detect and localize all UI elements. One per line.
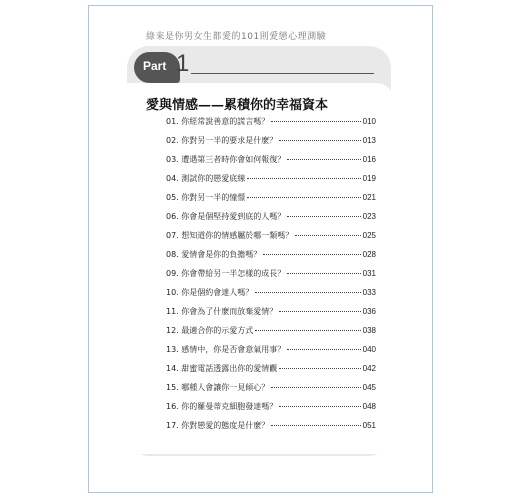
toc-page: 036 — [362, 307, 376, 316]
toc-row[interactable] — [166, 401, 376, 415]
part-number: 1 — [176, 50, 190, 77]
leader-dots — [271, 121, 360, 122]
leader-dots — [287, 273, 360, 274]
toc-row[interactable] — [166, 287, 376, 301]
toc-row[interactable] — [166, 382, 376, 396]
toc-title: 11. 你會為了什麼而放棄愛情？ — [166, 307, 278, 316]
toc-page: 048 — [362, 402, 376, 411]
toc-title: 01. 你經常說善意的謊言嗎？ — [166, 117, 270, 126]
toc-title: 06. 你會是個堅持愛到底的人嗎？ — [166, 212, 286, 221]
toc-title: 16. 你的羅曼蒂克細胞發達嗎？ — [166, 402, 278, 411]
leader-dots — [279, 406, 360, 407]
leader-dots — [279, 311, 360, 312]
toc-title: 13. 感情中，你是否會意氣用事？ — [166, 345, 286, 354]
toc-page: 051 — [362, 421, 376, 430]
leader-dots — [271, 387, 360, 388]
toc-row[interactable] — [166, 192, 376, 206]
leader-dots — [279, 140, 360, 141]
toc-row[interactable] — [166, 154, 376, 168]
toc-page: 042 — [362, 364, 376, 373]
leader-dots — [287, 216, 360, 217]
toc-page: 031 — [362, 269, 376, 278]
toc-page: 038 — [362, 326, 376, 335]
toc-title: 02. 你對另一半的要求是什麼？ — [166, 136, 278, 145]
toc-row[interactable] — [166, 173, 376, 187]
toc-row[interactable] — [166, 230, 376, 244]
toc-title: 08. 愛情會是你的負擔嗎？ — [166, 250, 262, 259]
leader-dots — [263, 254, 360, 255]
toc-title: 03. 遭遇第三者時你會如何報復？ — [166, 155, 286, 164]
toc-title: 04. 測試你的戀愛底線 — [166, 174, 246, 183]
toc-page: 013 — [362, 136, 376, 145]
toc-title: 07. 想知道你的情感屬於哪一類嗎？ — [166, 231, 294, 240]
toc-row[interactable] — [166, 211, 376, 225]
toc-row[interactable] — [166, 363, 376, 377]
section-title: 愛與情感——累積你的幸福資本 — [146, 98, 329, 113]
toc-title: 15. 哪種人會讓你一見傾心？ — [166, 383, 270, 392]
leader-dots — [287, 349, 360, 350]
toc-page: 019 — [362, 174, 376, 183]
toc-row[interactable] — [166, 306, 376, 320]
leader-dots — [255, 292, 360, 293]
toc-page: 045 — [362, 383, 376, 392]
toc-page: 010 — [362, 117, 376, 126]
toc-row[interactable] — [166, 344, 376, 358]
part-divider — [191, 73, 374, 74]
toc-page: 040 — [362, 345, 376, 354]
running-header: 綠來是你男女生都愛的101則愛戀心理測驗 — [146, 32, 327, 42]
toc-title: 09. 你會帶給另一半怎樣的成長？ — [166, 269, 286, 278]
leader-dots — [247, 197, 360, 198]
toc-title: 17. 你對戀愛的態度是什麼？ — [166, 421, 270, 430]
toc-page: 021 — [362, 193, 376, 202]
leader-dots — [279, 368, 360, 369]
toc-title: 10. 你是個約會達人嗎？ — [166, 288, 254, 297]
leader-dots — [287, 159, 360, 160]
toc-row[interactable] — [166, 249, 376, 263]
toc-row[interactable] — [166, 268, 376, 282]
leader-dots — [295, 235, 360, 236]
leader-dots — [271, 425, 360, 426]
toc-row[interactable] — [166, 325, 376, 339]
toc-row[interactable] — [166, 135, 376, 149]
leader-dots — [255, 330, 360, 331]
part-label: Part — [143, 59, 167, 73]
toc-page: 016 — [362, 155, 376, 164]
toc-row[interactable] — [166, 116, 376, 130]
toc-title: 12. 最適合你的示愛方式 — [166, 326, 254, 335]
toc-page: 033 — [362, 288, 376, 297]
toc-page: 025 — [362, 231, 376, 240]
toc-title: 05. 你對另一半的憧憬 — [166, 193, 246, 202]
leader-dots — [247, 178, 360, 179]
toc-page: 023 — [362, 212, 376, 221]
toc-title: 14. 甜蜜電話透露出你的愛情觀 — [166, 364, 278, 373]
toc-page: 028 — [362, 250, 376, 259]
toc-row[interactable] — [166, 420, 376, 434]
